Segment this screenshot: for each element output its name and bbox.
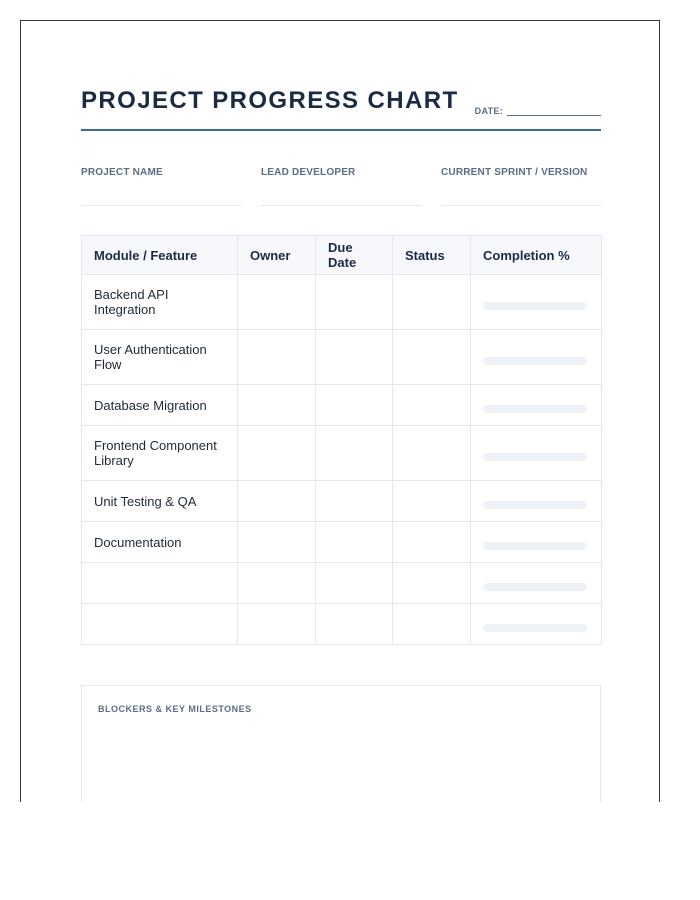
module-cell[interactable] — [82, 604, 238, 645]
completion-cell — [471, 481, 602, 522]
module-cell: Database Migration — [82, 385, 238, 426]
completion-bar — [483, 302, 587, 310]
status-cell[interactable] — [393, 275, 471, 330]
owner-cell[interactable] — [238, 385, 316, 426]
header-due-date: Due Date — [316, 236, 393, 275]
blockers-milestones-box[interactable] — [81, 685, 601, 802]
table-row — [82, 481, 602, 522]
document-page — [20, 20, 660, 802]
progress-table — [81, 235, 602, 645]
status-cell[interactable] — [393, 563, 471, 604]
owner-cell[interactable] — [238, 481, 316, 522]
table-header-row — [82, 236, 602, 275]
module-cell: Unit Testing & QA — [82, 481, 238, 522]
page-title: PROJECT PROGRESS CHART — [81, 87, 459, 114]
completion-bar — [483, 583, 587, 591]
status-cell[interactable] — [393, 481, 471, 522]
table-row — [82, 426, 602, 481]
table-row — [82, 275, 602, 330]
table-row — [82, 563, 602, 604]
header-status: Status — [393, 236, 471, 275]
date-input-line[interactable] — [507, 105, 601, 116]
completion-bar — [483, 624, 587, 632]
progress-table-container — [81, 235, 601, 645]
module-cell: Documentation — [82, 522, 238, 563]
owner-cell[interactable] — [238, 275, 316, 330]
completion-cell — [471, 330, 602, 385]
completion-cell — [471, 426, 602, 481]
owner-cell[interactable] — [238, 563, 316, 604]
status-cell[interactable] — [393, 522, 471, 563]
date-label: DATE: — [474, 106, 503, 116]
lead-developer-field[interactable] — [261, 167, 421, 206]
lead-developer-label: LEAD DEVELOPER — [261, 167, 356, 178]
due-date-cell[interactable] — [316, 481, 393, 522]
completion-bar — [483, 405, 587, 413]
status-cell[interactable] — [393, 604, 471, 645]
project-name-field[interactable] — [81, 167, 241, 206]
module-cell[interactable] — [82, 563, 238, 604]
due-date-cell[interactable] — [316, 330, 393, 385]
status-cell[interactable] — [393, 330, 471, 385]
owner-cell[interactable] — [238, 426, 316, 481]
due-date-cell[interactable] — [316, 522, 393, 563]
module-cell: Backend API Integration — [82, 275, 238, 330]
sprint-version-label: CURRENT SPRINT / VERSION — [441, 167, 588, 178]
completion-bar — [483, 453, 587, 461]
completion-cell — [471, 522, 602, 563]
owner-cell[interactable] — [238, 522, 316, 563]
header-completion: Completion % — [471, 236, 602, 275]
owner-cell[interactable] — [238, 330, 316, 385]
completion-cell — [471, 275, 602, 330]
sprint-version-field[interactable] — [441, 167, 601, 206]
module-cell: Frontend Component Library — [82, 426, 238, 481]
table-row — [82, 604, 602, 645]
due-date-cell[interactable] — [316, 604, 393, 645]
blockers-label: BLOCKERS & KEY MILESTONES — [98, 704, 252, 714]
page-header — [81, 81, 601, 131]
owner-cell[interactable] — [238, 604, 316, 645]
table-row — [82, 330, 602, 385]
header-module: Module / Feature — [82, 236, 238, 275]
table-row — [82, 522, 602, 563]
completion-cell — [471, 604, 602, 645]
due-date-cell[interactable] — [316, 426, 393, 481]
completion-bar — [483, 357, 587, 365]
due-date-cell[interactable] — [316, 275, 393, 330]
completion-cell — [471, 385, 602, 426]
completion-cell — [471, 563, 602, 604]
table-row — [82, 385, 602, 426]
project-info-fields — [81, 167, 601, 207]
completion-bar — [483, 542, 587, 550]
status-cell[interactable] — [393, 385, 471, 426]
header-owner: Owner — [238, 236, 316, 275]
due-date-cell[interactable] — [316, 385, 393, 426]
project-name-label: PROJECT NAME — [81, 167, 163, 178]
date-field[interactable] — [475, 105, 601, 116]
completion-bar — [483, 501, 587, 509]
status-cell[interactable] — [393, 426, 471, 481]
module-cell: User Authentication Flow — [82, 330, 238, 385]
due-date-cell[interactable] — [316, 563, 393, 604]
